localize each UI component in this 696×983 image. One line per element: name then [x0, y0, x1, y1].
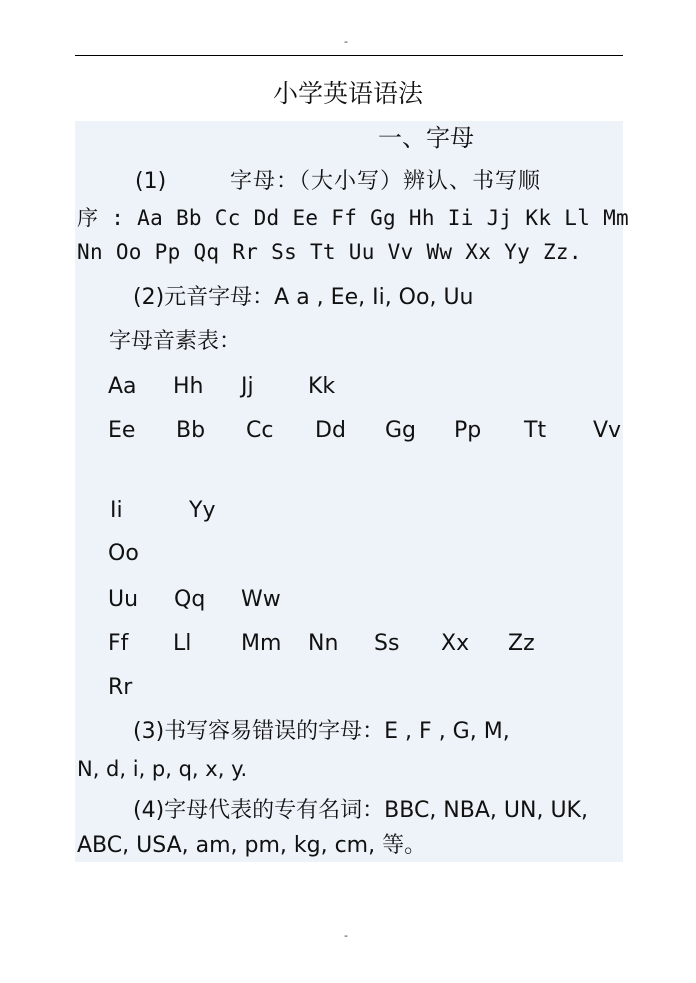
item4-text-b: ABC, USA, am, pm, kg, cm, 等。 [77, 833, 427, 858]
header-rule [75, 55, 623, 56]
phoneme-cell: Ss [374, 631, 400, 656]
phoneme-cell: Ee [108, 418, 136, 443]
phoneme-cell: Ii [110, 498, 123, 523]
item3-text-b: N, d, i, p, q, x, y. [77, 757, 248, 781]
item1-text-c: Nn Oo Pp Qq Rr Ss Tt Uu Vv Ww Xx Yy Zz. [77, 240, 582, 264]
phoneme-cell: Qq [174, 587, 206, 612]
item3-text-a: (3)书写容易错误的字母：E , F , G, M, [133, 719, 510, 744]
phoneme-cell: Hh [173, 374, 204, 399]
phoneme-cell: Cc [246, 418, 274, 443]
phoneme-cell: Bb [176, 418, 206, 443]
phoneme-cell: Nn [308, 631, 339, 656]
phoneme-cell: Yy [189, 498, 216, 523]
phoneme-cell: Uu [108, 587, 139, 612]
phoneme-cell: Jj [241, 374, 254, 399]
document-title: 小学英语语法 [272, 79, 423, 108]
phoneme-cell: Rr [108, 675, 133, 700]
phoneme-cell: Zz [508, 631, 535, 656]
phoneme-cell: Oo [108, 541, 139, 566]
phoneme-cell: Pp [454, 418, 482, 443]
phoneme-table-heading: 字母音素表： [109, 329, 242, 354]
phoneme-cell: Gg [385, 418, 417, 443]
item1-label: (1) [135, 169, 167, 194]
phoneme-cell: Ff [108, 631, 129, 656]
item4-text-a: (4)字母代表的专有名词：BBC, NBA, UN, UK, [133, 798, 588, 823]
phoneme-cell: Aa [108, 374, 137, 399]
section-heading: 一、字母 [378, 124, 474, 152]
phoneme-cell: Kk [308, 374, 336, 399]
phoneme-cell: Vv [593, 418, 622, 443]
item1-text-a: 字母：（大小写）辨认、书写顺 [230, 169, 542, 194]
phoneme-cell: Ll [173, 631, 192, 656]
header-mark: - [344, 35, 348, 48]
footer-mark: - [344, 929, 348, 942]
item2-text: (2)元音字母：A a , Ee, Ii, Oo, Uu [133, 285, 474, 310]
content-shading [75, 121, 623, 862]
phoneme-cell: Mm [241, 631, 282, 656]
item1-text-b: 序 : Aa Bb Cc Dd Ee Ff Gg Hh Ii Jj Kk Ll Mm [77, 206, 629, 230]
phoneme-cell: Xx [441, 631, 470, 656]
phoneme-cell: Tt [524, 418, 547, 443]
phoneme-cell: Ww [241, 587, 281, 612]
phoneme-cell: Dd [315, 418, 346, 443]
